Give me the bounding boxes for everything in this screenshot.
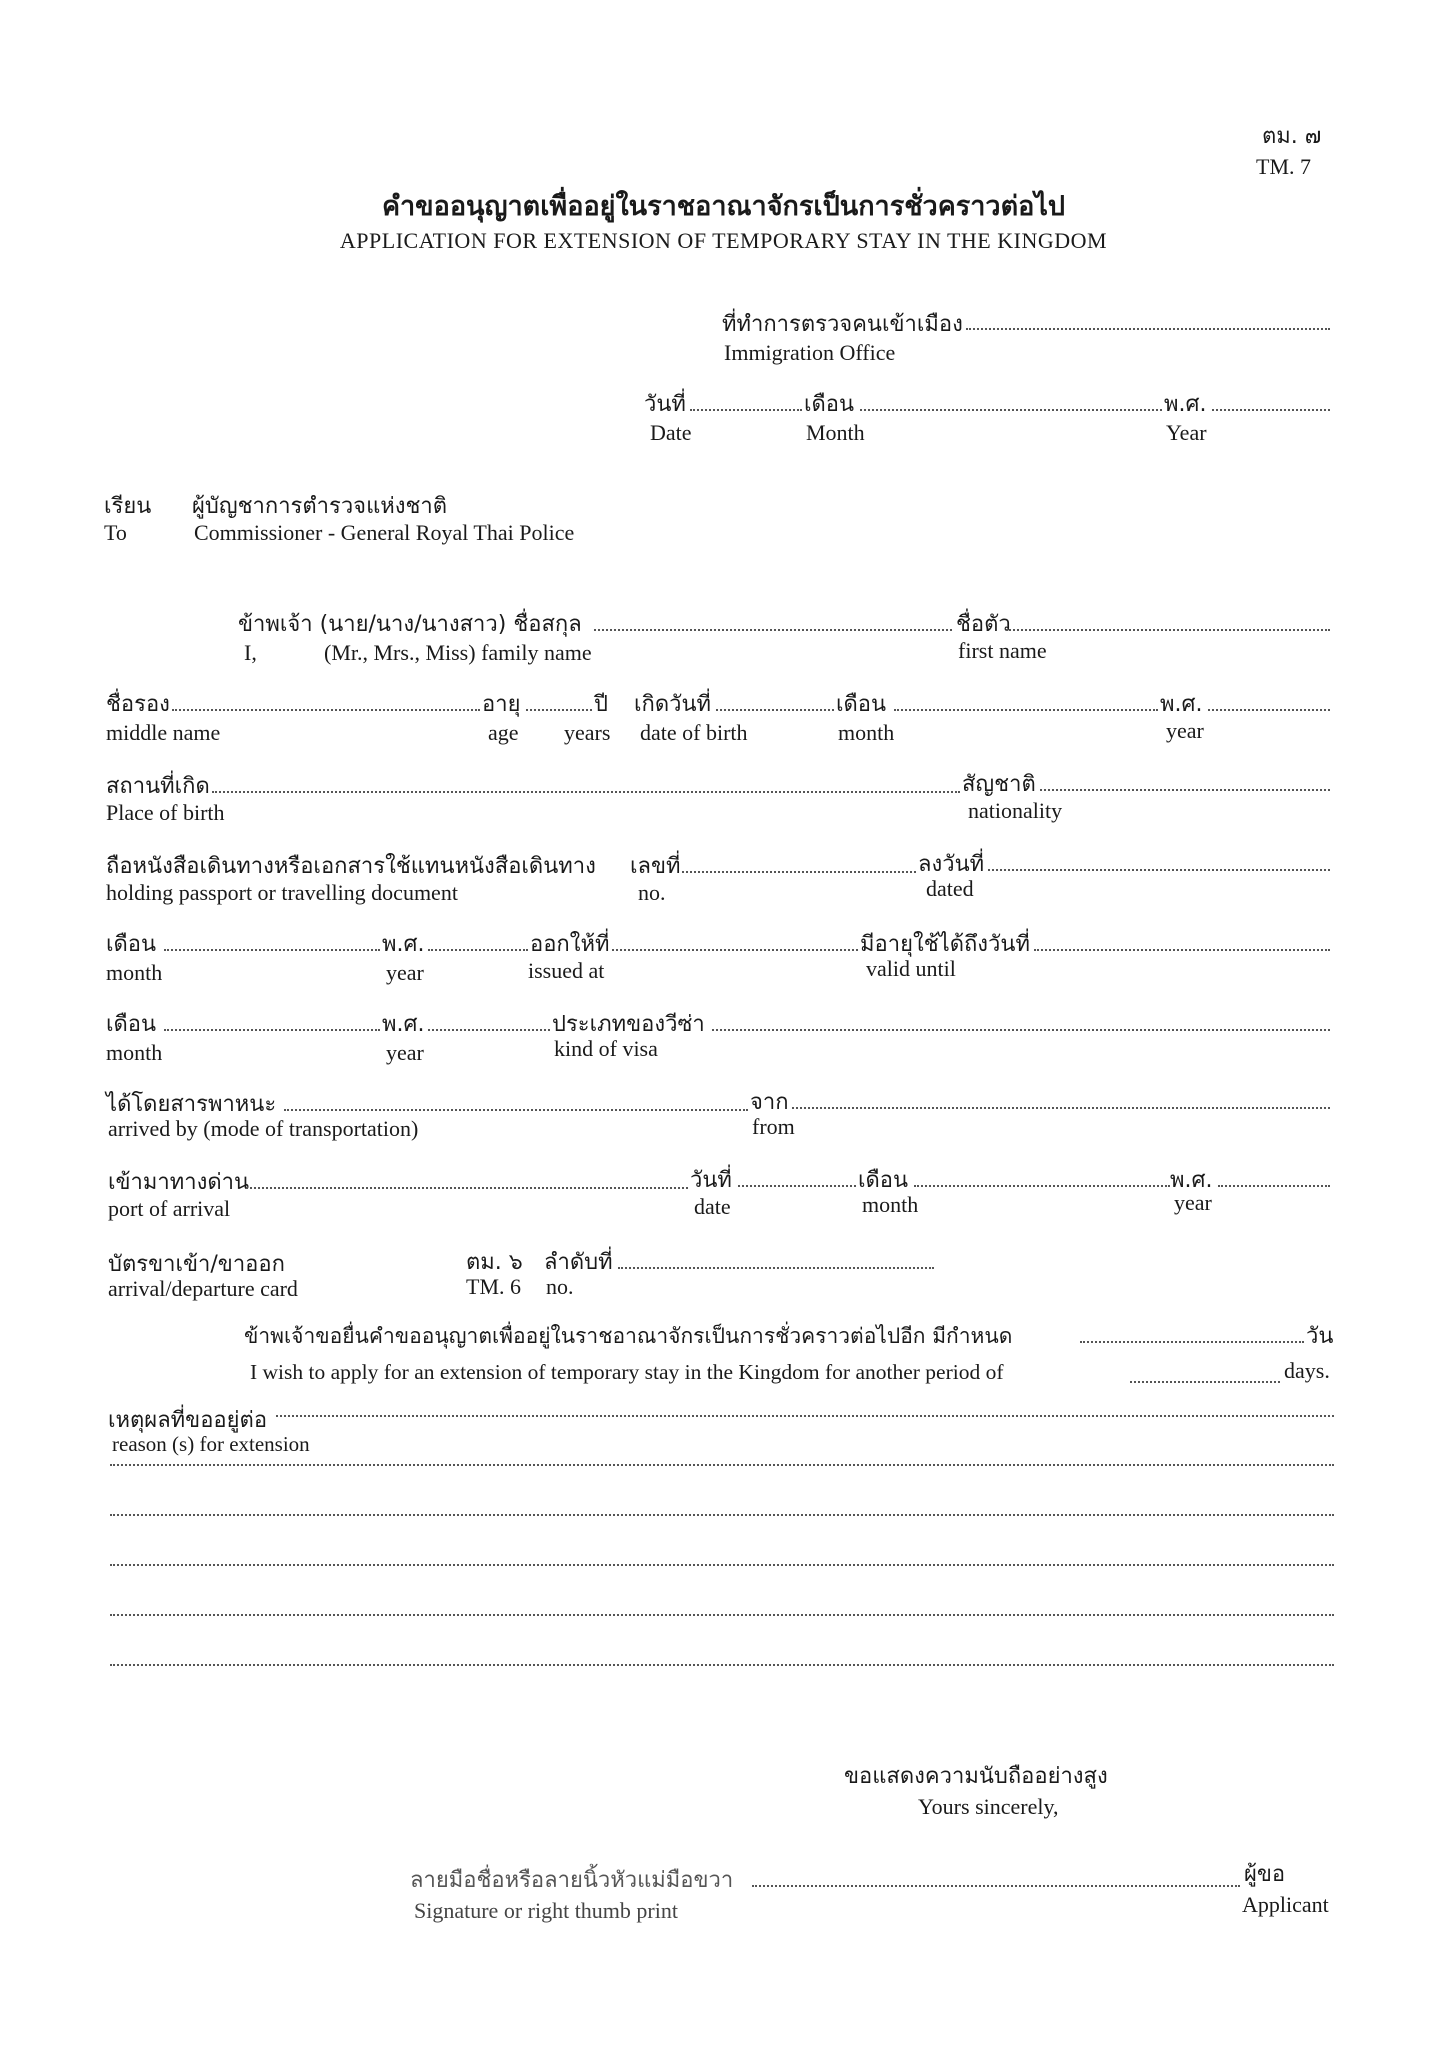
reason-field-line-3[interactable] <box>110 1514 1334 1516</box>
reason-field-line-5[interactable] <box>110 1614 1334 1616</box>
card-label-english: arrival/departure card <box>108 1276 298 1301</box>
request-thai: ข้าพเจ้าขอยื่นคำขออนุญาตเพื่ออยู่ในราชอาณาจักรเป็นการชั่วคราวต่อไปอีก มีกำหนด <box>244 1324 1013 1348</box>
passport-no-field[interactable] <box>682 871 916 873</box>
reason-field-line-2[interactable] <box>110 1464 1334 1466</box>
valid-until-field[interactable] <box>1034 949 1330 951</box>
dob-day-field[interactable] <box>716 709 834 711</box>
tm6-label-english: TM. 6 <box>466 1274 521 1299</box>
reason-field-line-4[interactable] <box>110 1564 1334 1566</box>
middle-name-label-thai: ชื่อรอง <box>106 692 170 717</box>
visa-kind-label-thai: ประเภทของวีซ่า <box>552 1012 705 1037</box>
valid-until-label-thai: มีอายุใช้ได้ถึงวันที่ <box>860 932 1030 957</box>
from-label-english: from <box>752 1114 795 1139</box>
dob-label-english: date of birth <box>640 720 748 745</box>
request-english: I wish to apply for an extension of temporary stay in the Kingdom for another period of <box>250 1360 1004 1384</box>
form-code-thai: ตม. ๗ <box>1262 124 1322 149</box>
dob-month-label-english: month <box>838 720 895 745</box>
addressee-thai: ผู้บัญชาการตำรวจแห่งชาติ <box>192 494 448 519</box>
card-no-field[interactable] <box>618 1267 934 1269</box>
transport-label-thai: ได้โดยสารพาหนะ <box>106 1092 277 1117</box>
date-month-label-english: Month <box>806 420 865 445</box>
visa-kind-label-english: kind of visa <box>554 1036 658 1061</box>
years-label-thai: ปี <box>594 692 608 717</box>
to-label-english: To <box>104 520 127 545</box>
first-name-label-thai: ชื่อตัว <box>956 612 1011 637</box>
nationality-label-english: nationality <box>968 798 1063 823</box>
issued-at-field[interactable] <box>612 949 858 951</box>
port-field[interactable] <box>246 1187 688 1189</box>
to-label-thai: เรียน <box>104 494 152 519</box>
issue-year-field[interactable] <box>428 949 528 951</box>
addressee-english: Commissioner - General Royal Thai Police <box>194 520 575 545</box>
family-name-label-thai: ข้าพเจ้า (นาย/นาง/นางสาว) ชื่อสกุล <box>238 612 582 637</box>
from-field[interactable] <box>792 1107 1330 1109</box>
signature-field[interactable] <box>752 1885 1240 1887</box>
first-name-label-english: first name <box>958 638 1047 663</box>
reason-field-line-6[interactable] <box>110 1664 1334 1666</box>
transport-label-english: arrived by (mode of transportation) <box>108 1116 419 1141</box>
visa-year-field[interactable] <box>428 1029 550 1031</box>
signature-label-thai: ลายมือชื่อหรือลายนิ้วหัวแม่มือขวา <box>410 1868 734 1893</box>
signature-label-english: Signature or right thumb print <box>414 1898 678 1923</box>
office-label-english: Immigration Office <box>724 340 896 365</box>
period-days-field[interactable] <box>1130 1381 1280 1383</box>
port-label-english: port of arrival <box>108 1196 231 1221</box>
passport-label-english: holding passport or travelling document <box>106 880 458 905</box>
visa-month-label-english: month <box>106 1040 163 1065</box>
family-name-field[interactable] <box>594 629 952 631</box>
age-label-thai: อายุ <box>482 692 521 717</box>
form-code-english: TM. 7 <box>1256 154 1311 179</box>
card-label-thai: บัตรขาเข้า/ขาออก <box>108 1252 285 1277</box>
arrival-day-label-english: date <box>694 1194 731 1219</box>
arrival-year-field[interactable] <box>1218 1185 1330 1187</box>
dob-year-label-thai: พ.ศ. <box>1160 692 1203 717</box>
date-year-label-english: Year <box>1166 420 1207 445</box>
age-label-english: age <box>488 720 519 745</box>
office-label-thai: ที่ทำการตรวจคนเข้าเมือง <box>722 312 963 337</box>
arrival-day-label-thai: วันที่ <box>690 1168 732 1193</box>
date-month-label-thai: เดือน <box>804 392 855 417</box>
valid-until-label-english: valid until <box>866 956 956 981</box>
closing-english: Yours sincerely, <box>918 1794 1059 1819</box>
arrival-year-label-english: year <box>1174 1190 1212 1215</box>
visa-year-label-english: year <box>386 1040 424 1065</box>
visa-month-field[interactable] <box>164 1029 380 1031</box>
request-days-english: days. <box>1284 1358 1330 1383</box>
visa-year-label-thai: พ.ศ. <box>382 1012 425 1037</box>
card-no-label-thai: ลำดับที่ <box>544 1250 613 1275</box>
issue-month-label-english: month <box>106 960 163 985</box>
issued-at-label-english: issued at <box>528 958 605 983</box>
arrival-day-field[interactable] <box>738 1185 856 1187</box>
arrival-month-label-english: month <box>862 1192 919 1217</box>
date-year-label-thai: พ.ศ. <box>1164 392 1207 417</box>
passport-dated-label-thai: ลงวันที่ <box>918 852 985 877</box>
from-label-thai: จาก <box>750 1090 789 1115</box>
date-month-field[interactable] <box>860 409 1162 411</box>
passport-no-label-thai: เลขที่ <box>630 854 681 879</box>
applicant-label-thai: ผู้ขอ <box>1244 1862 1286 1887</box>
title-thai: คำขออนุญาตเพื่ออยู่ในราชอาณาจักรเป็นการชั่วคราวต่อไป <box>381 191 1066 222</box>
applicant-label-english: Applicant <box>1242 1892 1329 1917</box>
age-field[interactable] <box>526 709 592 711</box>
issued-at-label-thai: ออกให้ที่ <box>530 932 610 957</box>
arrival-month-label-thai: เดือน <box>858 1168 909 1193</box>
request-days-thai: วัน <box>1306 1324 1334 1349</box>
dob-month-field[interactable] <box>894 709 1158 711</box>
passport-dated-label-english: dated <box>926 876 974 901</box>
dob-year-field[interactable] <box>1208 709 1330 711</box>
arrival-month-field[interactable] <box>914 1185 1170 1187</box>
transport-field[interactable] <box>284 1109 748 1111</box>
middle-name-label-english: middle name <box>106 720 221 745</box>
issue-year-label-thai: พ.ศ. <box>382 932 425 957</box>
family-name-label-english: (Mr., Mrs., Miss) family name <box>324 640 592 665</box>
i-label-english: I, <box>244 640 257 665</box>
date-day-label-english: Date <box>650 420 692 445</box>
place-of-birth-label-english: Place of birth <box>106 800 225 825</box>
middle-name-field[interactable] <box>172 709 480 711</box>
dob-month-label-thai: เดือน <box>836 692 887 717</box>
closing-thai: ขอแสดงความนับถืออย่างสูง <box>844 1764 1108 1789</box>
date-day-field[interactable] <box>690 409 802 411</box>
dob-label-thai: เกิดวันที่ <box>634 692 712 717</box>
reason-field-line-1[interactable] <box>276 1415 1334 1417</box>
issue-month-label-thai: เดือน <box>106 932 157 957</box>
first-name-field[interactable] <box>1006 629 1330 631</box>
place-of-birth-label-thai: สถานที่เกิด <box>106 774 210 799</box>
passport-dated-field[interactable] <box>988 869 1330 871</box>
visa-month-label-thai: เดือน <box>106 1012 157 1037</box>
place-of-birth-field[interactable] <box>212 791 960 793</box>
visa-kind-field[interactable] <box>712 1029 1330 1031</box>
tm6-label-thai: ตม. ๖ <box>466 1250 523 1275</box>
period-days-field-thai[interactable] <box>1080 1341 1304 1343</box>
dob-year-label-english: year <box>1166 718 1204 743</box>
reason-label-thai: เหตุผลที่ขออยู่ต่อ <box>108 1408 268 1433</box>
office-field[interactable] <box>966 328 1330 330</box>
nationality-field[interactable] <box>1040 789 1330 791</box>
port-label-thai: เข้ามาทางด่าน <box>108 1170 250 1195</box>
card-no-label-english: no. <box>546 1274 574 1299</box>
date-day-label-thai: วันที่ <box>644 392 686 417</box>
arrival-year-label-thai: พ.ศ. <box>1170 1168 1213 1193</box>
passport-label-thai: ถือหนังสือเดินทางหรือเอกสารใช้แทนหนังสือเดินทาง <box>106 854 596 879</box>
title-english: APPLICATION FOR EXTENSION OF TEMPORARY STAY IN THE KINGDOM <box>339 228 1108 253</box>
issue-month-field[interactable] <box>164 949 380 951</box>
nationality-label-thai: สัญชาติ <box>962 772 1036 797</box>
date-year-field[interactable] <box>1212 409 1330 411</box>
years-label-english: years <box>564 720 611 745</box>
reason-label-english: reason (s) for extension <box>112 1432 310 1456</box>
passport-no-label-english: no. <box>638 880 666 905</box>
issue-year-label-english: year <box>386 960 424 985</box>
